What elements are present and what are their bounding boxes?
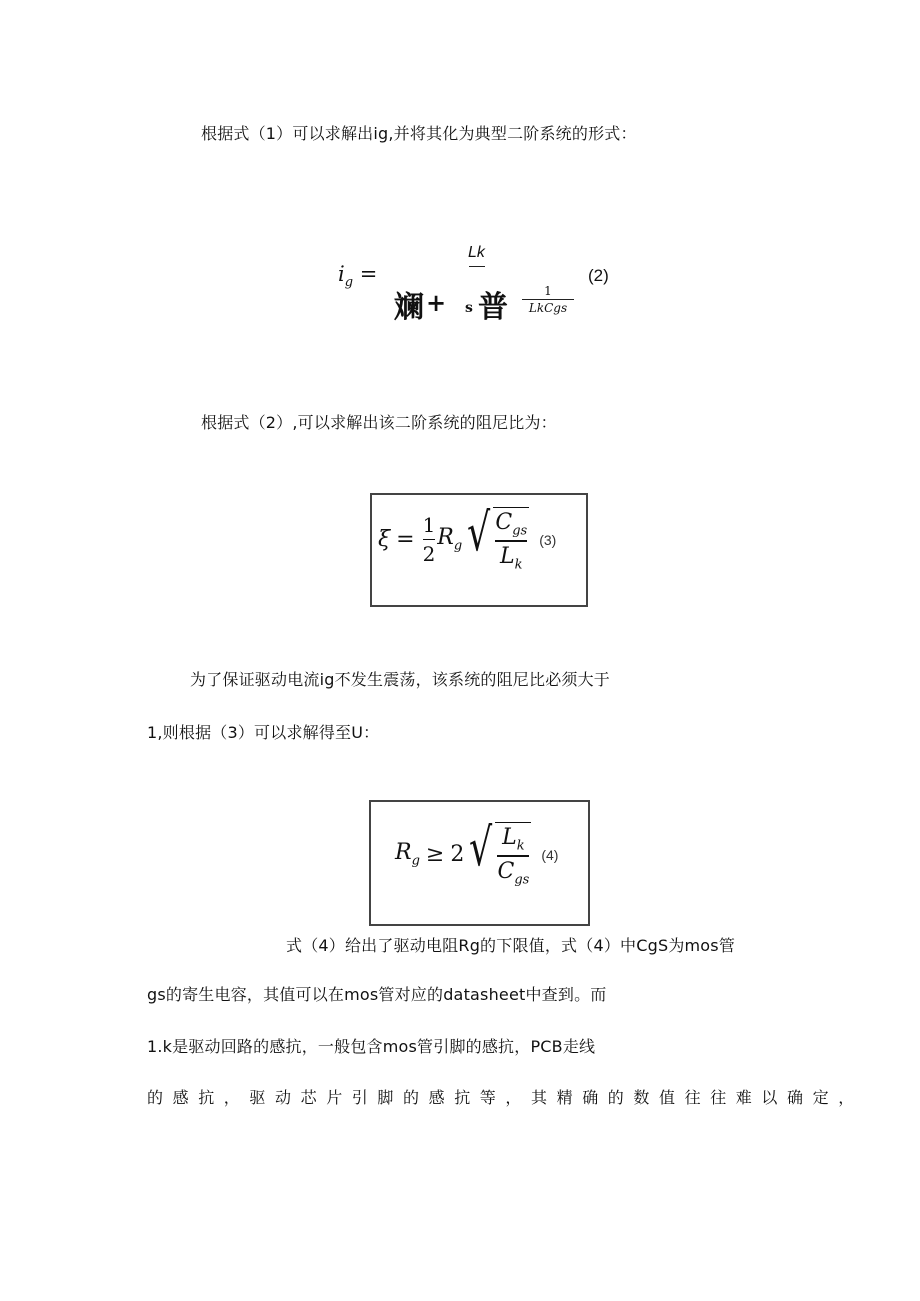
eq4-two: 2 [450, 842, 465, 868]
eq2-garbled-char-1: 斓 [394, 290, 424, 325]
eq2-numerator-bar [469, 266, 485, 267]
eq3-label: (3) [539, 531, 557, 548]
eq2-fraction: 1 LkCgs [522, 284, 574, 315]
paragraph-6: gs的寄生电容，其值可以在mos管对应的datasheet中查到。而 [147, 985, 607, 1004]
eq2-lhs: $i_g$ = [338, 262, 378, 291]
eq2-numerator: Lk [468, 244, 485, 261]
equation-2 [338, 244, 638, 334]
eq3-half: $\frac{1}{2}$ [422, 512, 436, 567]
eq2-garbled-char-2: 普 [478, 290, 508, 325]
eq2-s: s [465, 300, 473, 316]
paragraph-2: 根据式（2）,可以求解出该二阶系统的阻尼比为： [201, 413, 557, 432]
eq2-label: (2) [588, 266, 609, 285]
paragraph-7: 1.k是驱动回路的感抗，一般包含mos管引脚的感抗，PCB走线 [147, 1037, 596, 1056]
eq3-sqrt: √ $\frac{C_{gs}}{L_k}$ [467, 503, 528, 573]
paragraph-8: 的感抗，驱动芯片引脚的感抗等，其精确的数值往往难以确定， [147, 1088, 864, 1107]
eq4-geq: ≥ [425, 842, 445, 868]
paragraph-3: 为了保证驱动电流ig不发生震荡，该系统的阻尼比必须大于 [190, 670, 611, 689]
paragraph-1: 根据式（1）可以求解出ig,并将其化为典型二阶系统的形式： [201, 124, 637, 143]
paragraph-4: 1,则根据（3）可以求解得至U： [147, 723, 380, 742]
eq4-label: (4) [541, 846, 559, 863]
equation-3 [378, 503, 557, 573]
eq3-r: $R_g$ [437, 525, 463, 554]
eq2-plus: + [426, 288, 447, 317]
equation-3-box [370, 493, 588, 607]
eq4-r: $R_g$ [395, 840, 420, 869]
equation-4 [395, 818, 559, 888]
eq3-equals: = [396, 527, 415, 553]
eq3-xi: ξ [378, 527, 391, 553]
equation-4-box [369, 800, 590, 926]
eq4-sqrt: √ $\frac{L_k}{C_{gs}}$ [469, 818, 530, 888]
paragraph-5: 式（4）给出了驱动电阻Rg的下限值，式（4）中CgS为mos管 [286, 936, 736, 955]
